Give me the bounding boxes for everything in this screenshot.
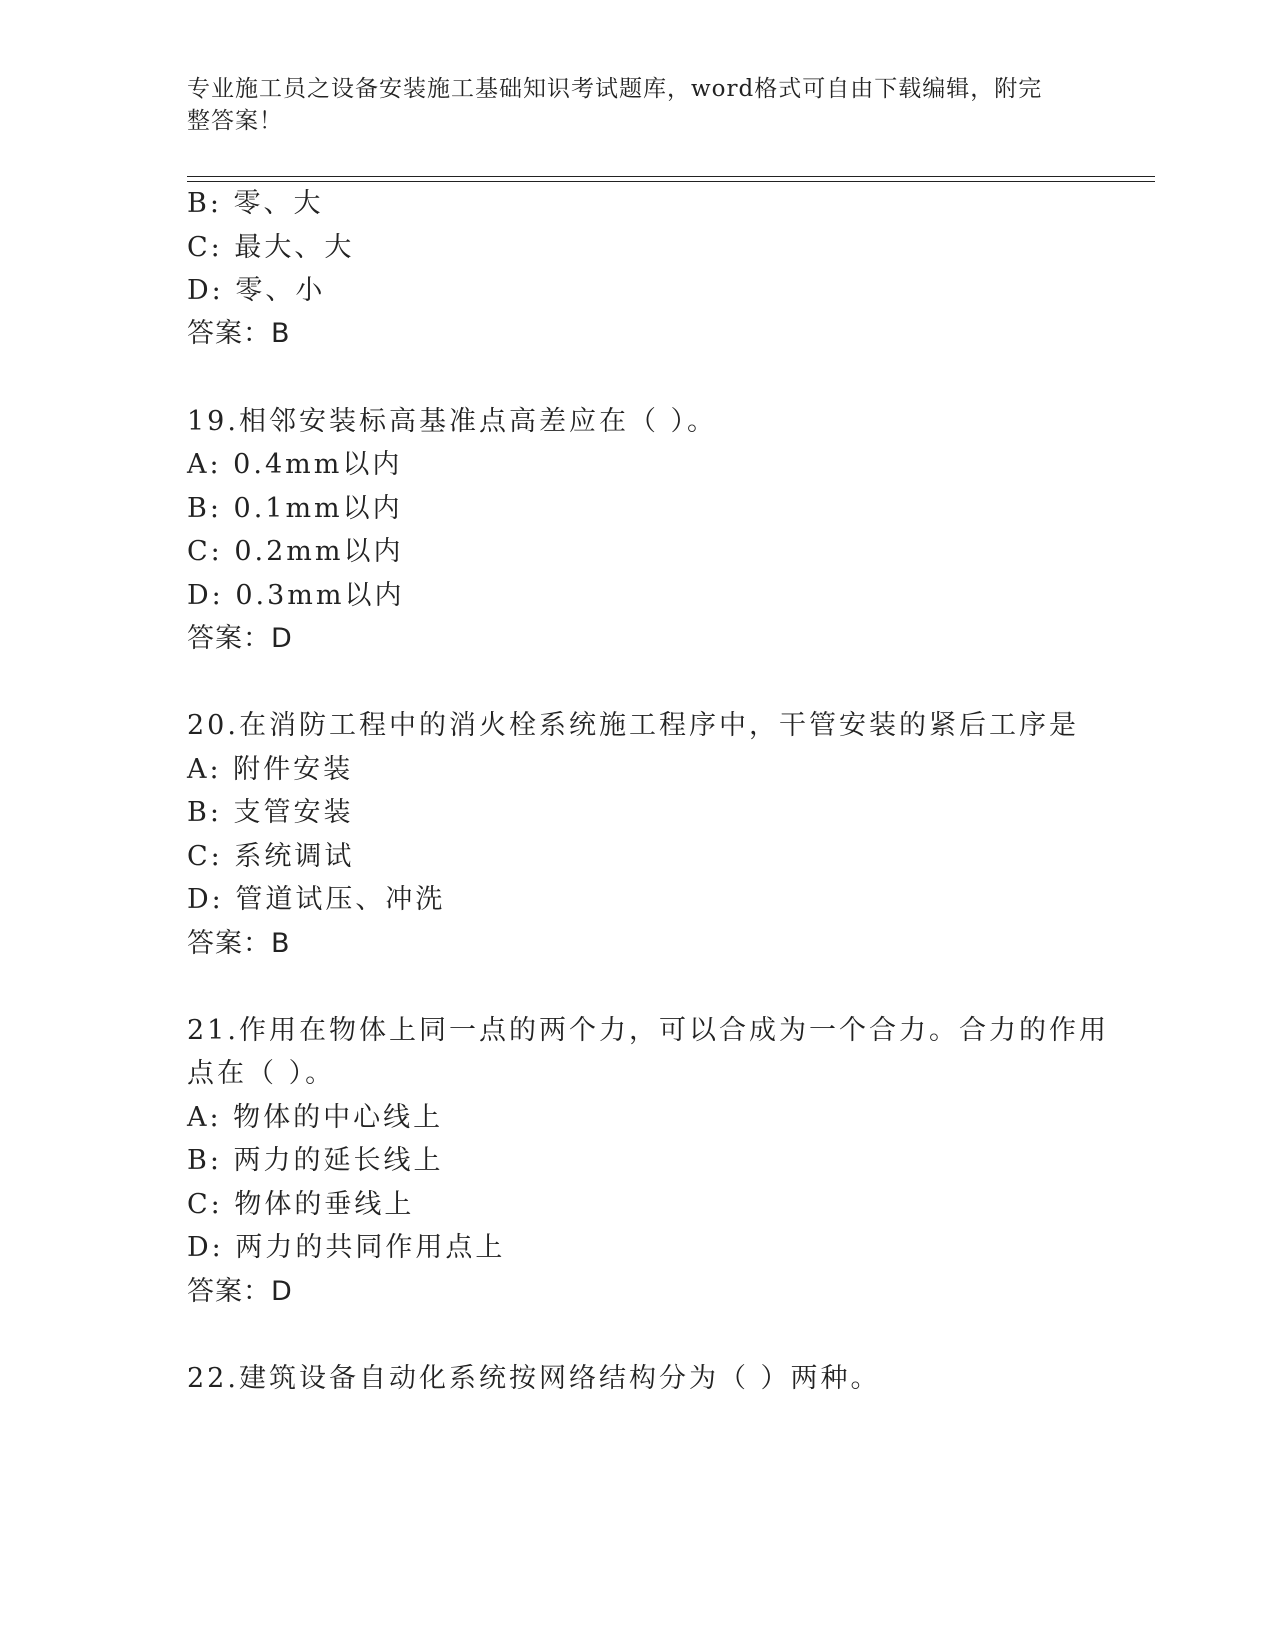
option-b: B: 两力的延长线上 bbox=[187, 1145, 444, 1176]
header-divider-bottom bbox=[187, 181, 1155, 182]
question-stem: 19.相邻安装标高基准点高差应在（ ）。 bbox=[187, 406, 718, 437]
answer-line: 答案：D bbox=[187, 623, 293, 654]
header-title-line-2: 整答案！ bbox=[187, 108, 283, 134]
option-a: A: 0.4mm以内 bbox=[187, 449, 403, 480]
option-b: B: 支管安装 bbox=[187, 797, 354, 828]
option-a: A: 附件安装 bbox=[187, 754, 354, 785]
answer-line: 答案：B bbox=[187, 318, 291, 349]
option-a: A: 物体的中心线上 bbox=[187, 1102, 444, 1133]
option-d: D: 两力的共同作用点上 bbox=[187, 1232, 506, 1263]
document-header bbox=[187, 73, 1077, 137]
option-b: B: 0.1mm以内 bbox=[187, 493, 403, 524]
option-d: D: 0.3mm以内 bbox=[187, 580, 405, 611]
option-c: C: 物体的垂线上 bbox=[187, 1189, 415, 1220]
header-title-line-1: 专业施工员之设备安装施工基础知识考试题库，word格式可自由下载编辑，附完 bbox=[187, 76, 1043, 102]
option-b: B: 零、大 bbox=[187, 188, 324, 219]
question-stem: 20.在消防工程中的消火栓系统施工程序中，干管安装的紧后工序是 bbox=[187, 710, 1079, 741]
option-d: D: 管道试压、冲洗 bbox=[187, 884, 446, 915]
option-c: C: 最大、大 bbox=[187, 232, 355, 263]
option-c: C: 0.2mm以内 bbox=[187, 536, 404, 567]
option-d: D: 零、小 bbox=[187, 275, 326, 306]
answer-line: 答案：D bbox=[187, 1276, 293, 1307]
answer-line: 答案：B bbox=[187, 928, 291, 959]
option-c: C: 系统调试 bbox=[187, 841, 355, 872]
question-stem: 21.作用在物体上同一点的两个力，可以合成为一个合力。合力的作用 bbox=[187, 1015, 1109, 1046]
question-stem-continued: 点在（ ）。 bbox=[187, 1058, 336, 1089]
question-stem: 22.建筑设备自动化系统按网络结构分为（ ）两种。 bbox=[187, 1363, 881, 1394]
header-divider-top bbox=[187, 176, 1155, 177]
